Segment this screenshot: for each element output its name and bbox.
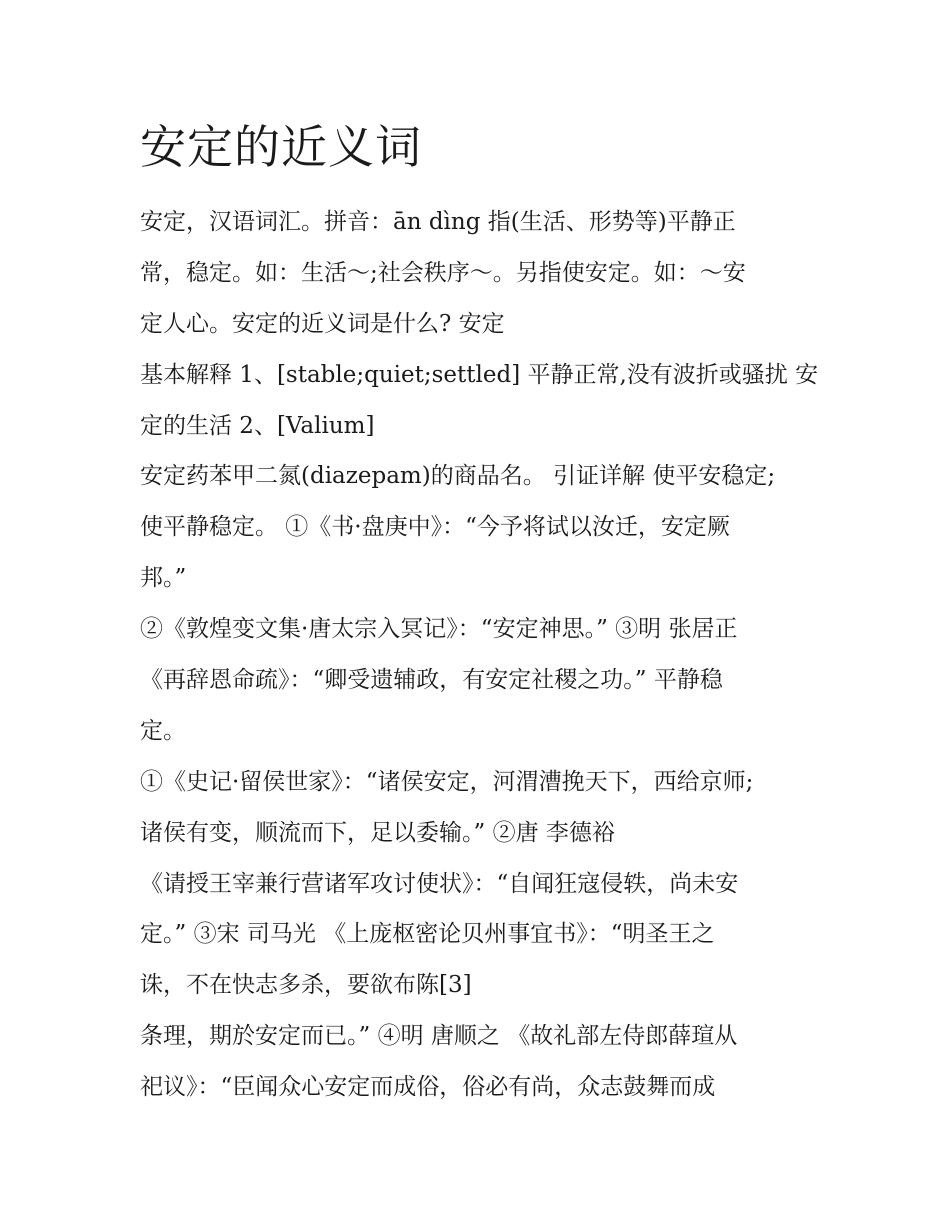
text-line: 定。” ③宋 司马光 《上庞枢密论贝州事宜书》：“明圣王之 [140, 921, 715, 948]
text-line: 条理，期於安定而已。” ④明 唐顺之 《故礼部左侍郎薛瑄从 [140, 1023, 738, 1050]
text-line: ①《史记·留侯世家》：“诸侯安定，河渭漕挽天下，西给京师; [140, 768, 754, 795]
body-text [140, 197, 820, 1113]
text-line: 常，稳定。如：生活～;社会秩序～。另指使安定。如：～安 [140, 259, 746, 286]
text-line: ②《敦煌变文集·唐太宗入冥记》：“安定神思。” ③明 张居正 [140, 616, 738, 643]
text-line: 《再辞恩命疏》：“卿受遗辅政，有安定社稷之功。” 平静稳 [140, 667, 723, 694]
text-line: 定的生活 2、[Valium] [140, 412, 375, 439]
text-line: 安定药苯甲二氮(diazepam)的商品名。 引证详解 使平安稳定; [140, 463, 776, 490]
text-line: 安定，汉语词汇。拼音：ān dìng 指(生活、形势等)平静正 [140, 209, 736, 235]
text-line: 祀议》：“臣闻众心安定而成俗，俗必有尚，众志鼓舞而成 [140, 1074, 716, 1101]
text-line: 定人心。安定的近义词是什么? 安定 [140, 310, 505, 337]
page-title: 安定的近义词 [140, 120, 422, 174]
text-line: 诸侯有变，顺流而下，足以委输。” ②唐 李德裕 [140, 819, 615, 846]
text-line: 诛，不在快志多杀，要欲布陈[3] [140, 972, 472, 999]
text-line: 定。 [140, 717, 186, 744]
text-line: 使平静稳定。 ①《书·盘庚中》：“今予将试以汝迁，安定厥 [140, 514, 730, 541]
text-line: 邦。” [140, 565, 187, 592]
text-line: 《请授王宰兼行营诸军攻讨使状》：“自闻狂寇侵轶，尚未安 [140, 870, 739, 897]
text-line: 基本解释 1、[stable;quiet;settled] 平静正常,没有波折或骚扰 安 [140, 361, 819, 388]
